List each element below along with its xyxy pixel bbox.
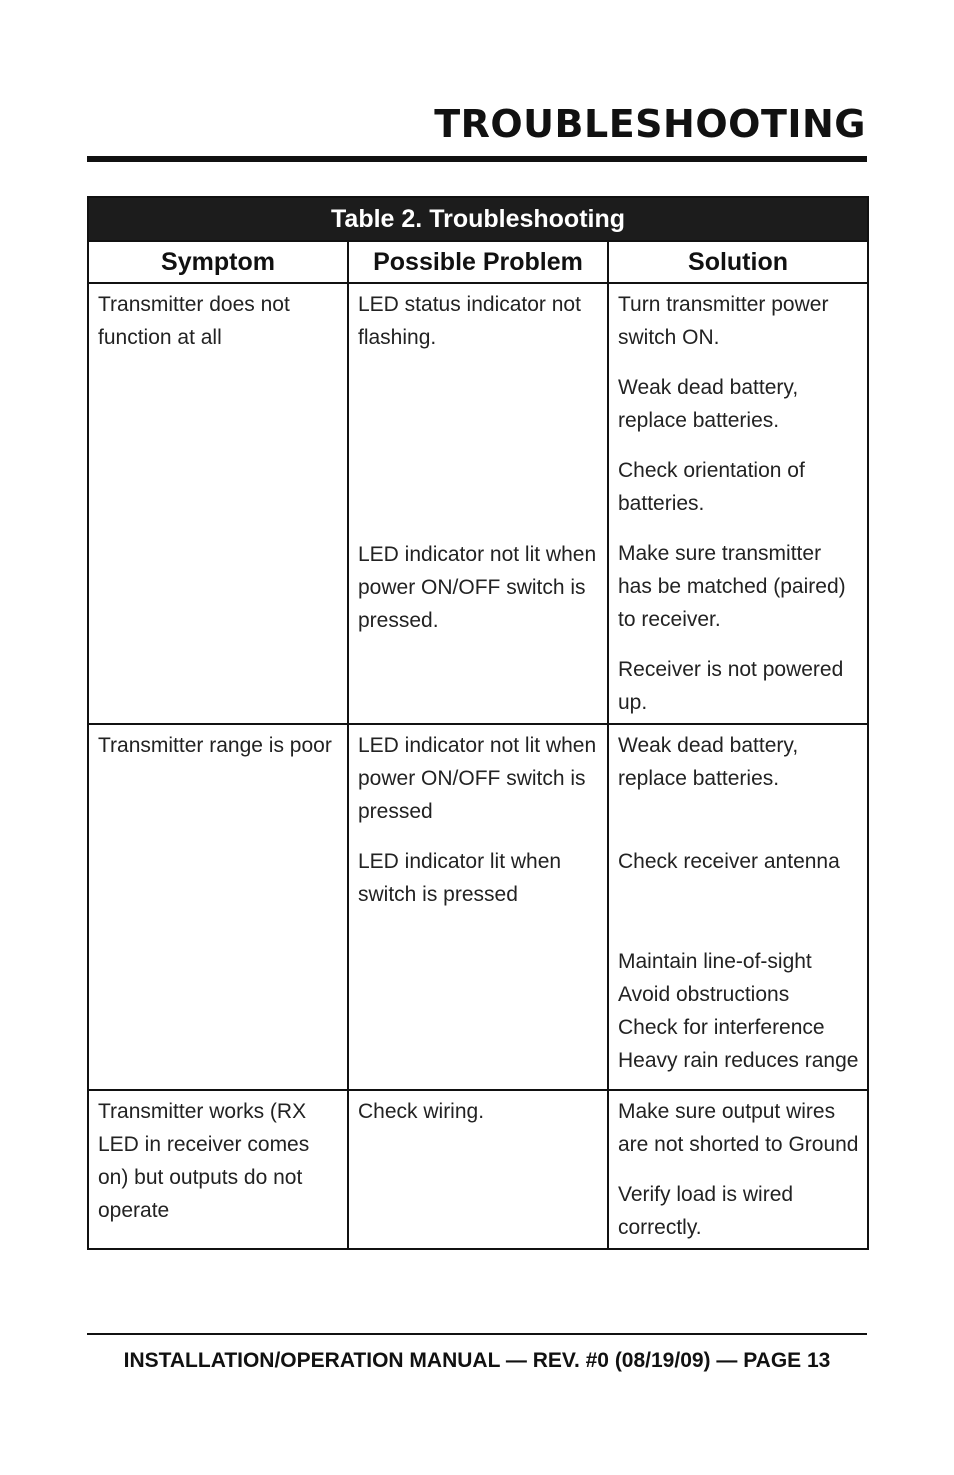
symptom-text: Transmitter works (RX LED in receiver comes on) but outputs do not operate <box>98 1100 310 1222</box>
problem-text: LED indicator lit when switch is pressed <box>358 850 562 906</box>
problem-cell <box>348 1090 608 1249</box>
table-row <box>88 1090 868 1249</box>
solution-line: Avoid obstructions <box>618 983 790 1006</box>
solution-list <box>618 945 859 1077</box>
solution-text: Check orientation of batteries. <box>618 459 805 515</box>
solution-line: Heavy rain reduces range <box>618 1049 859 1072</box>
problem-text: Check wiring. <box>358 1100 485 1123</box>
table-row <box>88 724 868 1090</box>
solution-text: Receiver is not powered up. <box>618 658 844 714</box>
solution-text: Verify load is wired correctly. <box>618 1183 794 1239</box>
solution-text: Check receiver antenna <box>618 850 840 873</box>
solution-cell <box>608 283 868 724</box>
solution-line: Check for interference <box>618 1016 825 1039</box>
page-footer: INSTALLATION/OPERATION MANUAL — REV. #0 (08/19/09) — PAGE 13 <box>123 1349 831 1372</box>
solution-text: Weak dead battery, replace batteries. <box>618 376 799 432</box>
table-caption: Table 2. Troubleshooting <box>88 197 868 241</box>
title-rule <box>87 156 867 162</box>
symptom-text: Transmitter does not function at all <box>98 293 290 349</box>
solution-text: Turn transmitter power switch ON. <box>618 293 829 349</box>
symptom-cell <box>88 1090 348 1249</box>
table-row <box>88 283 868 724</box>
troubleshooting-table <box>87 196 869 1250</box>
header-symptom: Symptom <box>88 241 348 283</box>
solution-text: Make sure transmitter has be matched (paired) to receiver. <box>618 542 846 631</box>
table-header-row <box>88 241 868 283</box>
footer-rule <box>87 1333 867 1335</box>
solution-text: Make sure output wires are not shorted to Ground <box>618 1100 859 1156</box>
table-caption-row <box>88 197 868 241</box>
page-title: TROUBLESHOOTING <box>434 102 866 146</box>
solution-line: Maintain line-of-sight <box>618 950 812 973</box>
solution-text: Weak dead battery, replace batteries. <box>618 734 799 790</box>
header-possible-problem: Possible Problem <box>348 241 608 283</box>
symptom-text: Transmitter range is poor <box>98 734 332 757</box>
problem-cell <box>348 724 608 1090</box>
header-solution: Solution <box>608 241 868 283</box>
symptom-cell <box>88 283 348 724</box>
problem-text: LED indicator not lit when power ON/OFF switch is pressed <box>358 734 597 823</box>
problem-text: LED indicator not lit when power ON/OFF switch is pressed. <box>358 543 597 632</box>
problem-cell <box>348 283 608 724</box>
solution-cell <box>608 724 868 1090</box>
problem-text: LED status indicator not flashing. <box>358 293 581 349</box>
symptom-cell <box>88 724 348 1090</box>
solution-cell <box>608 1090 868 1249</box>
